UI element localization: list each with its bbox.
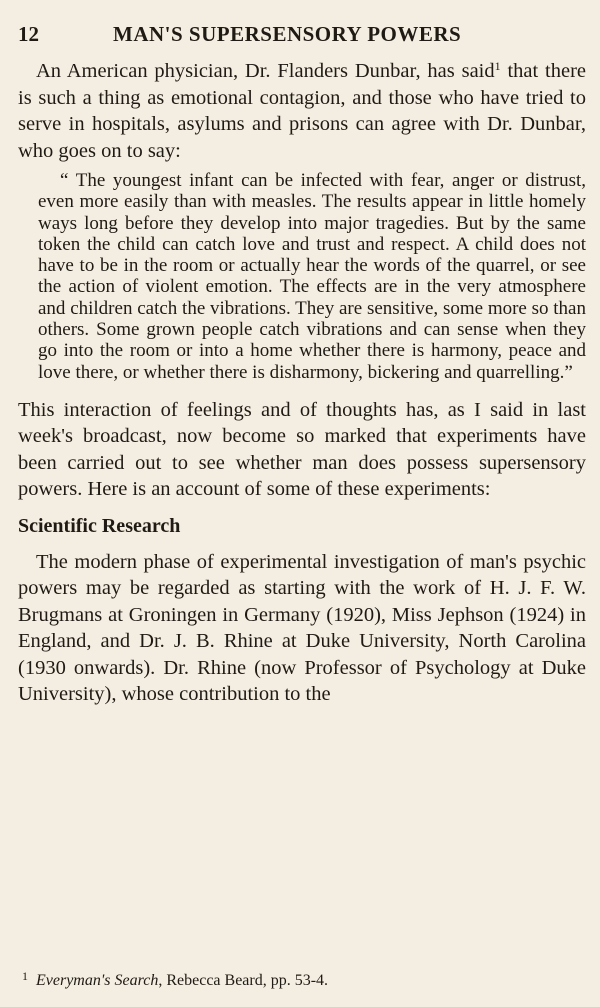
paragraph-research: The modern phase of experimental investigation of man's psychic powers may be regarded as starting with the work of H. J. F. W. Brugmans at Groningen in Germany (1920), Miss Jephson (1924) in England, and Dr. J. B. Rhine at Duke University, North Carolina (1930 onwards). Dr. Rhine (now Professor of Psychology at Duke University), whose contribution to the: [18, 550, 586, 706]
page-header: [18, 22, 586, 52]
running-title: MAN'S SUPERSENSORY POWERS: [113, 22, 462, 46]
page-number: 12: [18, 22, 39, 46]
footnote-mark: 1: [22, 969, 28, 983]
section-heading: Scientific Research: [18, 514, 181, 537]
footnote-reference: 1: [494, 59, 501, 73]
footnote-source-title: Everyman's Search: [36, 972, 159, 989]
paragraph-interaction: This interaction of feelings and of thoughts has, as I said in last week's broadcast, now become so marked that experiments have been carried out to see whether man does possess supersensory powers. Here is an account of some of these experiments:: [18, 398, 586, 501]
paragraph-intro-text: An American physician, Dr. Flanders Dunbar, has said: [36, 60, 495, 82]
paragraph-intro-continued: that there is such a thing as emotional contagion, and those who have tried to serve in hospitals, asylums and prisons can agree with Dr. Dunbar, who goes on to say:: [18, 60, 586, 162]
footnote: [22, 969, 328, 990]
paragraph-intro: [18, 58, 586, 164]
block-quote: [38, 170, 586, 383]
footnote-source-details: , Rebecca Beard, pp. 53-4.: [158, 972, 329, 989]
block-quote-text: “ The youngest infant can be infected with fear, anger or distrust, even more easily than with measles. The results appear in little homely ways long before they develop into major tragedies. But by the same token the child can catch love and trust and respect. A child does not have to be in the room or actually hear the words of the quarrel, or see the action of violent emotion. The effects are in the very atmosphere and children catch the vibrations. They are sensitive, some more so than others. Some grown people catch vibrations and can sense when they go into the room or into a home whether there is harmony, peace and love there, or whether there is disharmony, bickering and quarrelling.”: [38, 170, 586, 383]
